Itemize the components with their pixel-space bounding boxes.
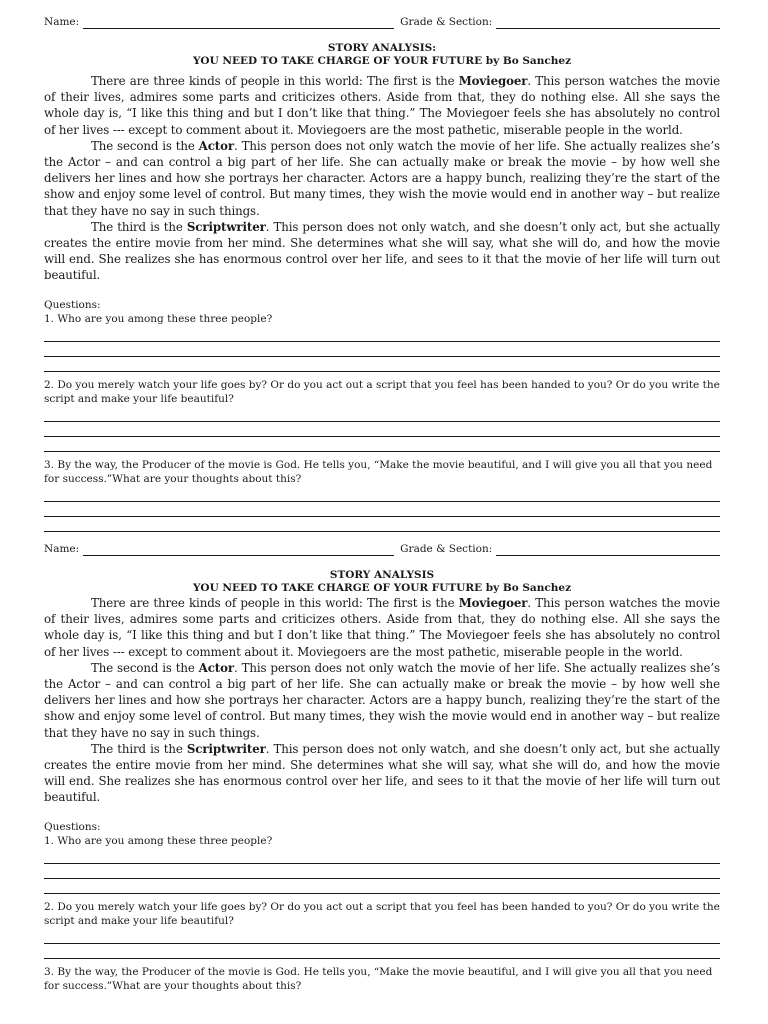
- name-grade-row: [44, 540, 720, 556]
- paragraph-moviegoer: [44, 73, 720, 138]
- question-1-block: [44, 312, 720, 372]
- question-3-block: [44, 458, 720, 532]
- paragraph-text: . This person watches the movie of their lives, admires some parts and criticizes others. Aside from that, they do nothing else. All she says the whole day is, “I like this thing and but I don’t like that thing.” The Moviegoer feels she has absolutely no control of her lives --- except to comment about it. Moviegoers are the most pathetic, miserable people in the world.: [44, 596, 720, 659]
- story-text: [44, 73, 720, 284]
- term-moviegoer: Moviegoer: [458, 596, 528, 610]
- name-label: Name:: [44, 16, 80, 28]
- question-2: 2. Do you merely watch your life goes by? Or do you act out a script that you feel has been handed to you? Or do you write the script and make your life beautiful?: [44, 900, 720, 927]
- term-scriptwriter: Scriptwriter: [186, 741, 266, 756]
- answer-line[interactable]: [44, 929, 720, 944]
- worksheet-copy-1: [44, 13, 720, 538]
- story-text: [44, 595, 720, 806]
- paragraph-text: . This person does not only watch, and she doesn’t only act, but she actually creates the entire movie from her mind. She determines what she will say, what she will do, and how the movie will end. She realizes she has enormous control over her life, and sees to it that the movie of her life will turn out beautiful.: [44, 219, 720, 283]
- name-label: Name:: [44, 543, 80, 555]
- worksheet-heading: [44, 569, 720, 594]
- answer-line[interactable]: [44, 407, 720, 422]
- questions-section: [44, 298, 720, 532]
- name-blank-line: [83, 16, 394, 29]
- paragraph-text: The third is the: [91, 219, 187, 234]
- answer-line[interactable]: [44, 849, 720, 864]
- answer-line[interactable]: [44, 864, 720, 879]
- question-1: 1. Who are you among these three people?: [44, 834, 273, 847]
- paragraph-text: . This person does not only watch, and she doesn’t only act, but she actually creates the entire movie from her mind. She determines what she will say, what she will do, and how the movie will end. She realizes she has enormous control over her life, and sees to it that the movie of her life will turn out beautiful.: [44, 741, 720, 805]
- answer-line[interactable]: [44, 422, 720, 437]
- worksheet-subtitle: YOU NEED TO TAKE CHARGE OF YOUR FUTURE by Bo Sanchez: [192, 581, 572, 594]
- term-actor: Actor: [198, 138, 235, 153]
- grade-section-blank-line: [496, 543, 720, 556]
- paragraph-text: . This person does not only watch the movie of her life. She actually realizes she’s the Actor – and can control a big part of her life. She can actually make or break the movie – by how well she delivers her lines and how she portrays her character. Actors are a happy bunch, realizing they’re the start of the show and enjoy some level of control. But many times, they wish the movie would end in another way – but realize that they have no say in such things.: [44, 660, 720, 740]
- paragraph-scriptwriter: [44, 219, 720, 284]
- paragraph-actor: [44, 660, 720, 741]
- worksheet-subtitle: YOU NEED TO TAKE CHARGE OF YOUR FUTURE by Bo Sanchez: [192, 54, 572, 67]
- paragraph-text: The second is the: [91, 660, 199, 675]
- paragraph-text: . This person watches the movie of their lives, admires some parts and criticizes others. Aside from that, they do nothing else. All she says the whole day is, “I like this thing and but I don’t like that thing.” The Moviegoer feels she has absolutely no control of her lives --- except to comment about it. Moviegoers are the most pathetic, miserable people in the world.: [44, 74, 720, 137]
- worksheet-heading: [44, 42, 720, 67]
- answer-line[interactable]: [44, 357, 720, 372]
- answer-line[interactable]: [44, 944, 720, 959]
- paragraph-scriptwriter: [44, 741, 720, 806]
- answer-line[interactable]: [44, 342, 720, 357]
- questions-section: [44, 820, 720, 993]
- answer-line[interactable]: [44, 517, 720, 532]
- question-2-block: [44, 378, 720, 452]
- paragraph-text: There are three kinds of people in this world: The first is the: [91, 74, 459, 88]
- question-2-block: [44, 900, 720, 959]
- question-3-block: [44, 965, 720, 993]
- question-3: 3. By the way, the Producer of the movie is God. He tells you, “Make the movie beautiful, and I will give you all that you need for success.”What are your thoughts about this?: [44, 458, 713, 485]
- grade-section-label: Grade & Section:: [400, 16, 493, 28]
- question-3: 3. By the way, the Producer of the movie is God. He tells you, “Make the movie beautiful, and I will give you all that you need for success.”What are your thoughts about this?: [44, 965, 713, 992]
- grade-section-blank-line: [496, 16, 720, 29]
- question-1: 1. Who are you among these three people?: [44, 312, 273, 325]
- term-actor: Actor: [198, 660, 235, 675]
- questions-heading: Questions:: [44, 820, 101, 833]
- paragraph-text: . This person does not only watch the movie of her life. She actually realizes she’s the Actor – and can control a big part of her life. She can actually make or break the movie – by how well she delivers her lines and how she portrays her character. Actors are a happy bunch, realizing they’re the start of the show and enjoy some level of control. But many times, they wish the movie would end in another way – but realize that they have no say in such things.: [44, 138, 720, 218]
- answer-line[interactable]: [44, 487, 720, 502]
- grade-section-label: Grade & Section:: [400, 543, 493, 555]
- worksheet-copy-2: [44, 540, 720, 999]
- name-blank-line: [83, 543, 394, 556]
- answer-line[interactable]: [44, 502, 720, 517]
- worksheet-title: STORY ANALYSIS:: [327, 42, 437, 54]
- paragraph-text: The second is the: [91, 138, 199, 153]
- questions-heading: Questions:: [44, 298, 101, 311]
- paragraph-text: There are three kinds of people in this world: The first is the: [91, 596, 459, 610]
- term-moviegoer: Moviegoer: [458, 74, 528, 88]
- paragraph-actor: [44, 138, 720, 219]
- paragraph-text: The third is the: [91, 741, 187, 756]
- answer-line[interactable]: [44, 327, 720, 342]
- answer-line[interactable]: [44, 879, 720, 894]
- term-scriptwriter: Scriptwriter: [186, 219, 266, 234]
- paragraph-moviegoer: [44, 595, 720, 660]
- name-grade-row: [44, 13, 720, 29]
- question-2: 2. Do you merely watch your life goes by? Or do you act out a script that you feel has been handed to you? Or do you write the script and make your life beautiful?: [44, 378, 720, 405]
- worksheet-title: STORY ANALYSIS: [329, 569, 435, 581]
- question-1-block: [44, 834, 720, 894]
- answer-line[interactable]: [44, 437, 720, 452]
